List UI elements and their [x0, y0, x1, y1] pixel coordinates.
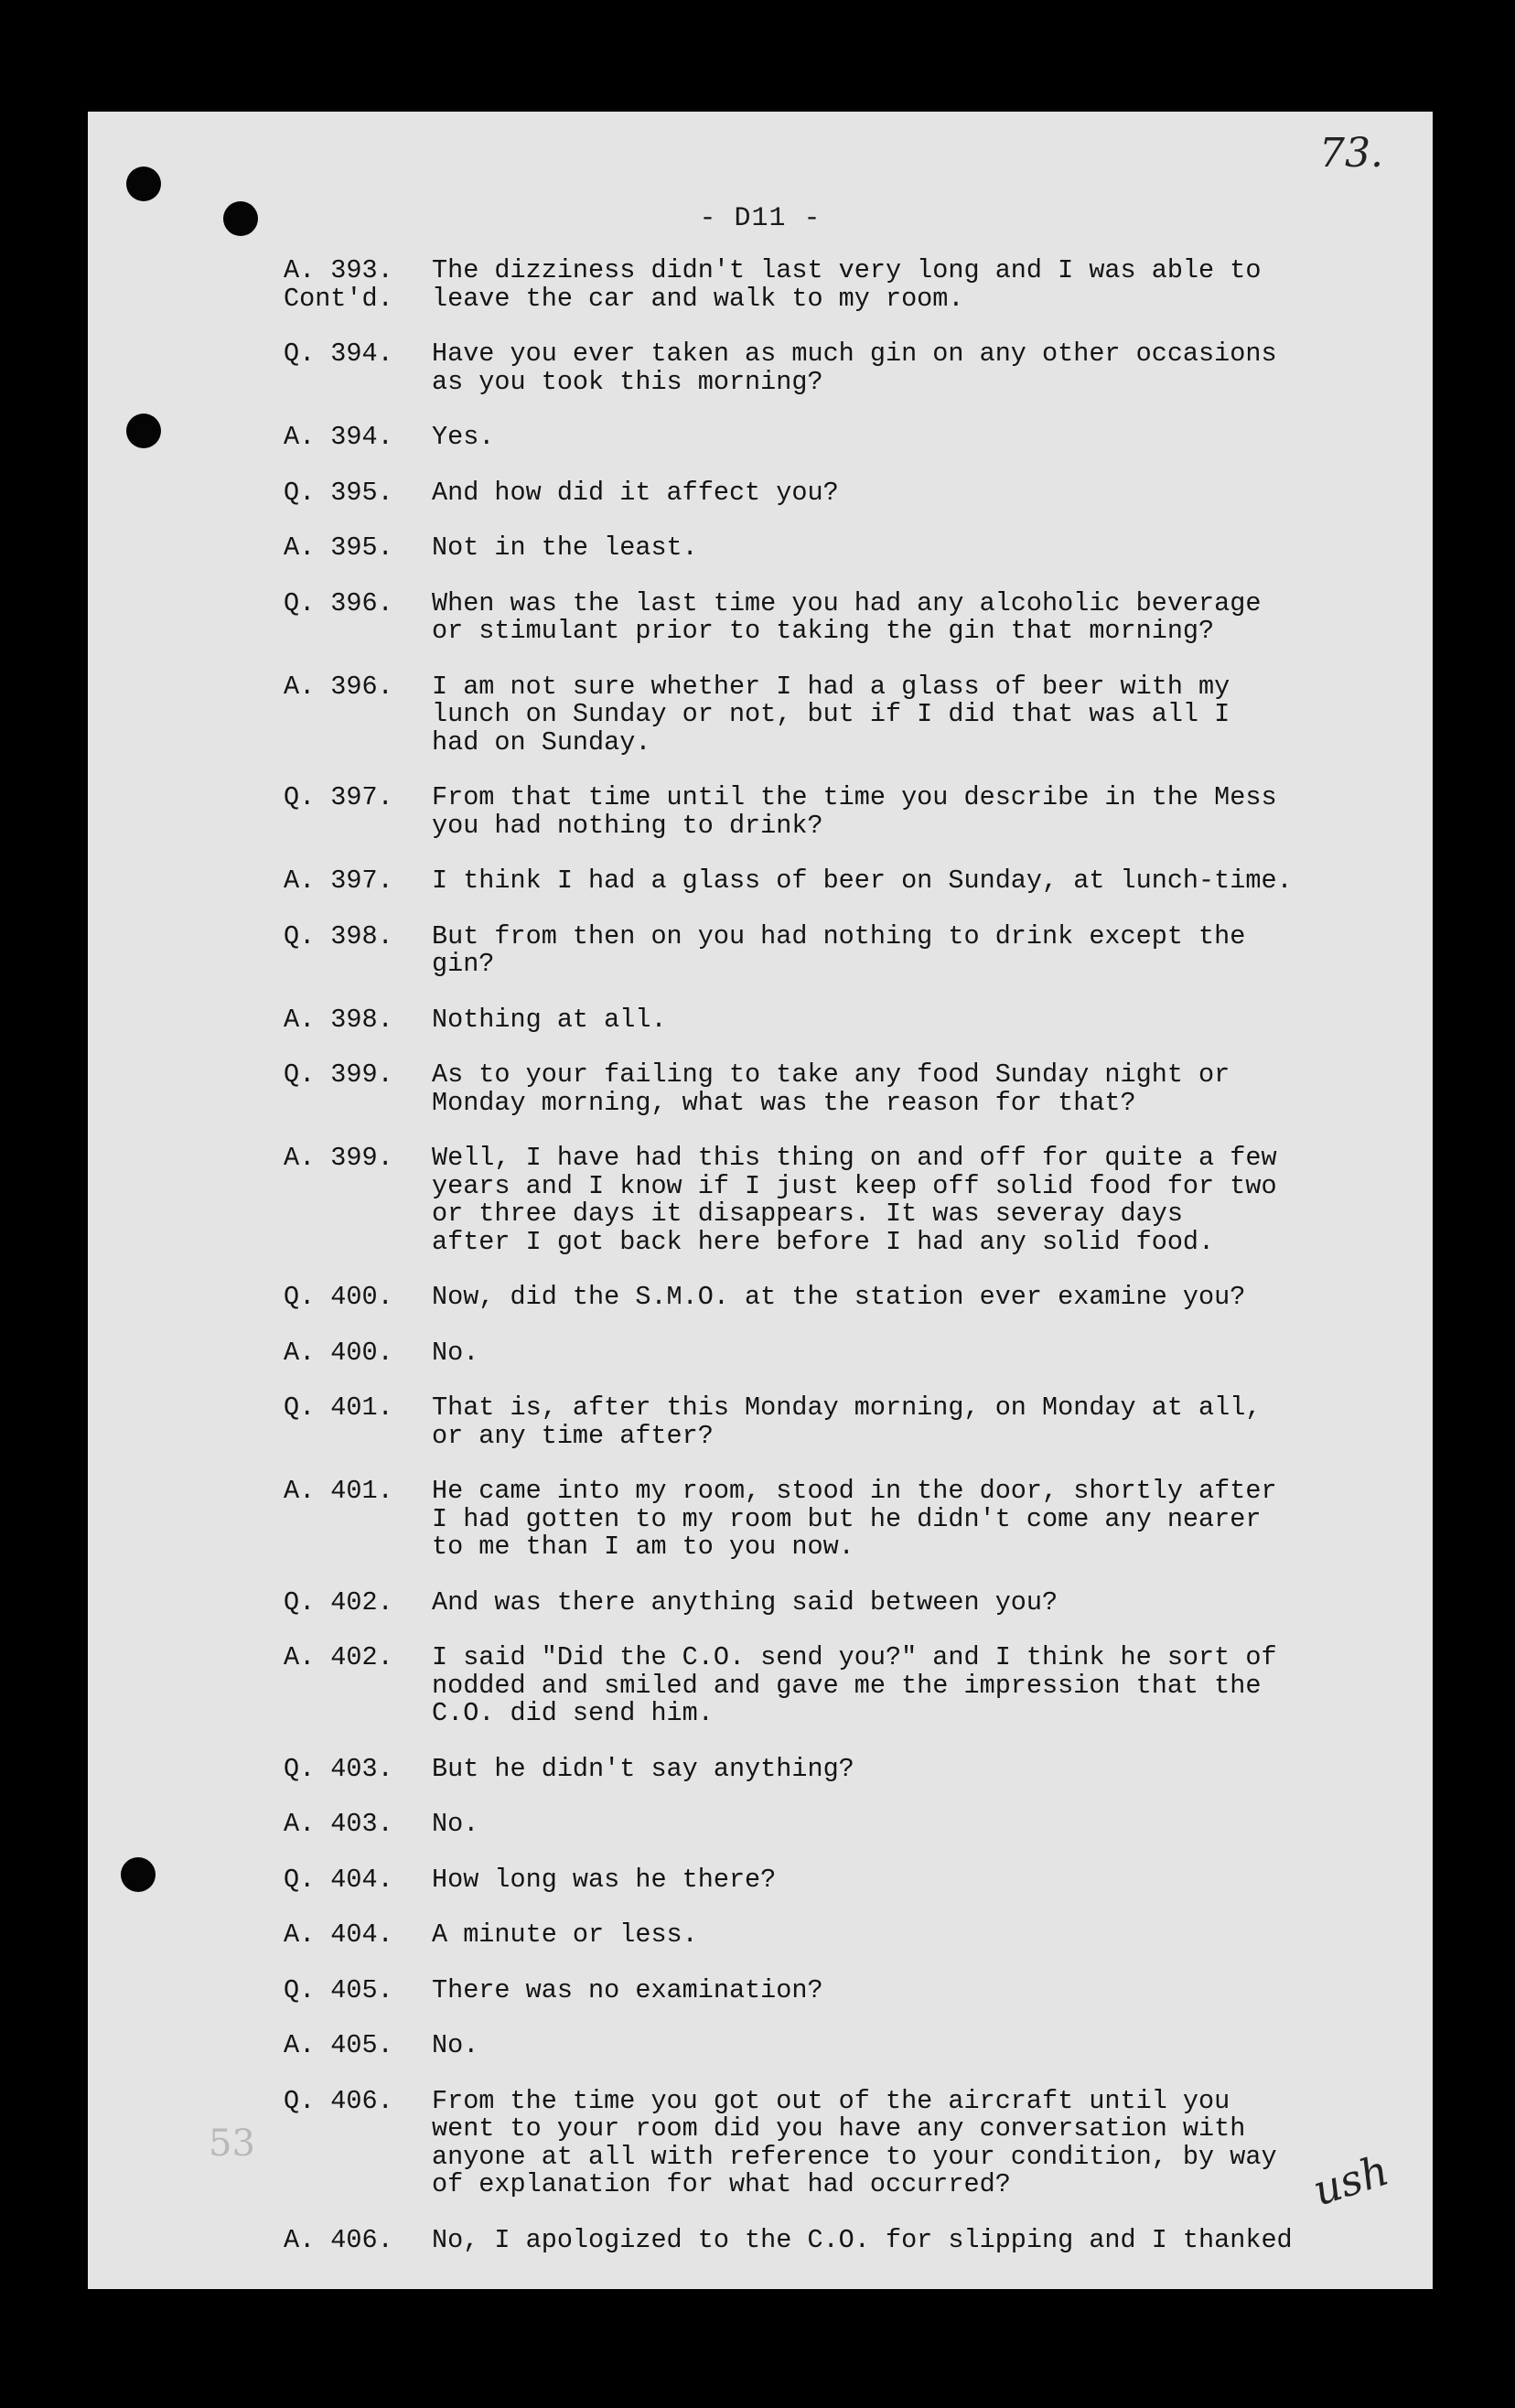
entry-label: Q. 404.	[284, 1864, 393, 1895]
entry-text: From the time you got out of the aircraft until you went to your room did you have any conversation with anyone at all with reference to your condition, by way of explanation for what had occurred?	[432, 2085, 1277, 2199]
entry-text: He came into my room, stood in the door, shortly after I had gotten to my room but he didn't come any nearer to me than I am to you now.	[432, 1476, 1277, 1562]
transcript-entry	[284, 1478, 1418, 1562]
transcript-entry	[284, 1006, 1418, 1035]
transcript-entry	[284, 2224, 1418, 2255]
entry-text: No.	[432, 1337, 479, 1368]
entry-text: Well, I have had this thing on and off for quite a few years and I know if I just keep off solid food for two or three days it disappears. It was severay days after I got back here before I had any solid food.	[432, 1143, 1277, 1257]
page-header: - D11 -	[699, 203, 822, 234]
transcript-entry	[284, 1061, 1418, 1117]
entry-label: Q. 397.	[284, 782, 393, 812]
transcript-entry	[284, 1586, 1418, 1618]
transcript-entry	[284, 1921, 1418, 1950]
transcript-entry	[284, 867, 1418, 896]
transcript-entry	[284, 340, 1418, 396]
entry-label: A. 395.	[284, 532, 393, 563]
entry-text: I am not sure whether I had a glass of beer with my lunch on Sunday or not, but if I did that was all I had on Sunday.	[432, 671, 1230, 758]
transcript-entry	[284, 1811, 1418, 1839]
entry-text: And was there anything said between you?	[432, 1586, 1058, 1618]
entry-label: A. 402.	[284, 1642, 393, 1672]
punch-hole	[121, 1857, 156, 1892]
transcript-entry	[284, 1339, 1418, 1368]
entry-text: The dizziness didn't last very long and I was able to leave the car and walk to my room.	[432, 255, 1262, 314]
entry-label: Q. 394.	[284, 339, 393, 369]
entry-text: There was no examination?	[432, 1974, 823, 2005]
entry-label: Q. 396.	[284, 587, 393, 618]
transcript-entry	[284, 920, 1418, 979]
entry-text: No, I apologized to the C.O. for slipping and I thanked	[432, 2224, 1293, 2255]
transcript-entry	[284, 1284, 1418, 1312]
handwritten-initials: ush	[1306, 2145, 1395, 2216]
transcript-entry	[284, 534, 1418, 563]
entry-label: Q. 400.	[284, 1282, 393, 1312]
entry-label: A. 405.	[284, 2030, 393, 2060]
transcript-entry	[284, 479, 1418, 508]
entry-label: Q. 398.	[284, 920, 393, 951]
entry-text: Now, did the S.M.O. at the station ever examine you?	[432, 1282, 1246, 1312]
transcript-entry	[284, 784, 1418, 840]
entry-label: Q. 402.	[284, 1586, 393, 1618]
entry-text: How long was he there?	[432, 1864, 777, 1895]
transcript-entry	[284, 2032, 1418, 2060]
entry-label: A. 403.	[284, 1809, 393, 1839]
entry-label: A. 401.	[284, 1476, 393, 1506]
transcript-entry	[284, 1866, 1418, 1895]
document-page	[88, 112, 1433, 2289]
transcript-entry	[284, 424, 1418, 452]
transcript-entry	[284, 1394, 1418, 1450]
entry-label: A. 393. Cont'd.	[284, 255, 393, 314]
entry-text: I think I had a glass of beer on Sunday, at lunch-time.	[432, 865, 1293, 896]
entry-text: Have you ever taken as much gin on any other occasions as you took this morning?	[432, 339, 1277, 397]
entry-text: As to your failing to take any food Sunday night or Monday morning, what was the reason for that?	[432, 1059, 1230, 1118]
transcript-body	[284, 257, 1418, 2282]
transcript-entry	[284, 2085, 1418, 2199]
entry-text: When was the last time you had any alcoholic beverage or stimulant prior to taking the gin that morning?	[432, 587, 1262, 646]
handwritten-page-number: 73.	[1319, 130, 1383, 177]
transcript-entry	[284, 1753, 1418, 1784]
entry-label: A. 406.	[284, 2224, 393, 2255]
entry-label: A. 394.	[284, 422, 393, 452]
transcript-entry	[284, 673, 1418, 758]
entry-label: Q. 406.	[284, 2085, 393, 2116]
transcript-entry	[284, 257, 1418, 313]
entry-text: But he didn't say anything?	[432, 1753, 854, 1784]
entry-text: But from then on you had nothing to drink except the gin?	[432, 920, 1246, 979]
entry-text: No.	[432, 1809, 479, 1839]
entry-label: Q. 401.	[284, 1392, 393, 1423]
transcript-entry	[284, 1145, 1418, 1256]
transcript-entry	[284, 587, 1418, 646]
entry-text: Nothing at all.	[432, 1004, 667, 1035]
transcript-entry	[284, 1644, 1418, 1728]
margin-stamp-number: 53	[209, 2123, 255, 2165]
entry-text: Not in the least.	[432, 532, 698, 563]
entry-text: A minute or less.	[432, 1919, 698, 1950]
entry-text: That is, after this Monday morning, on Monday at all, or any time after?	[432, 1392, 1262, 1451]
entry-label: A. 404.	[284, 1919, 393, 1950]
transcript-entry	[284, 1974, 1418, 2005]
entry-label: Q. 403.	[284, 1753, 393, 1784]
entry-label: A. 397.	[284, 865, 393, 896]
entry-text: I said "Did the C.O. send you?" and I think he sort of nodded and smiled and gave me the impression that the C.O. did send him.	[432, 1642, 1277, 1728]
entry-text: And how did it affect you?	[432, 477, 839, 508]
entry-label: A. 399.	[284, 1143, 393, 1173]
entry-label: Q. 405.	[284, 1974, 393, 2005]
entry-text: No.	[432, 2030, 479, 2060]
entry-label: A. 398.	[284, 1004, 393, 1035]
entry-label: A. 400.	[284, 1337, 393, 1368]
entry-label: Q. 395.	[284, 477, 393, 508]
punch-hole	[126, 167, 161, 201]
entry-label: Q. 399.	[284, 1059, 393, 1090]
entry-text: From that time until the time you describe in the Mess you had nothing to drink?	[432, 782, 1277, 841]
entry-label: A. 396.	[284, 671, 393, 702]
punch-hole	[126, 414, 161, 448]
entry-text: Yes.	[432, 422, 495, 452]
